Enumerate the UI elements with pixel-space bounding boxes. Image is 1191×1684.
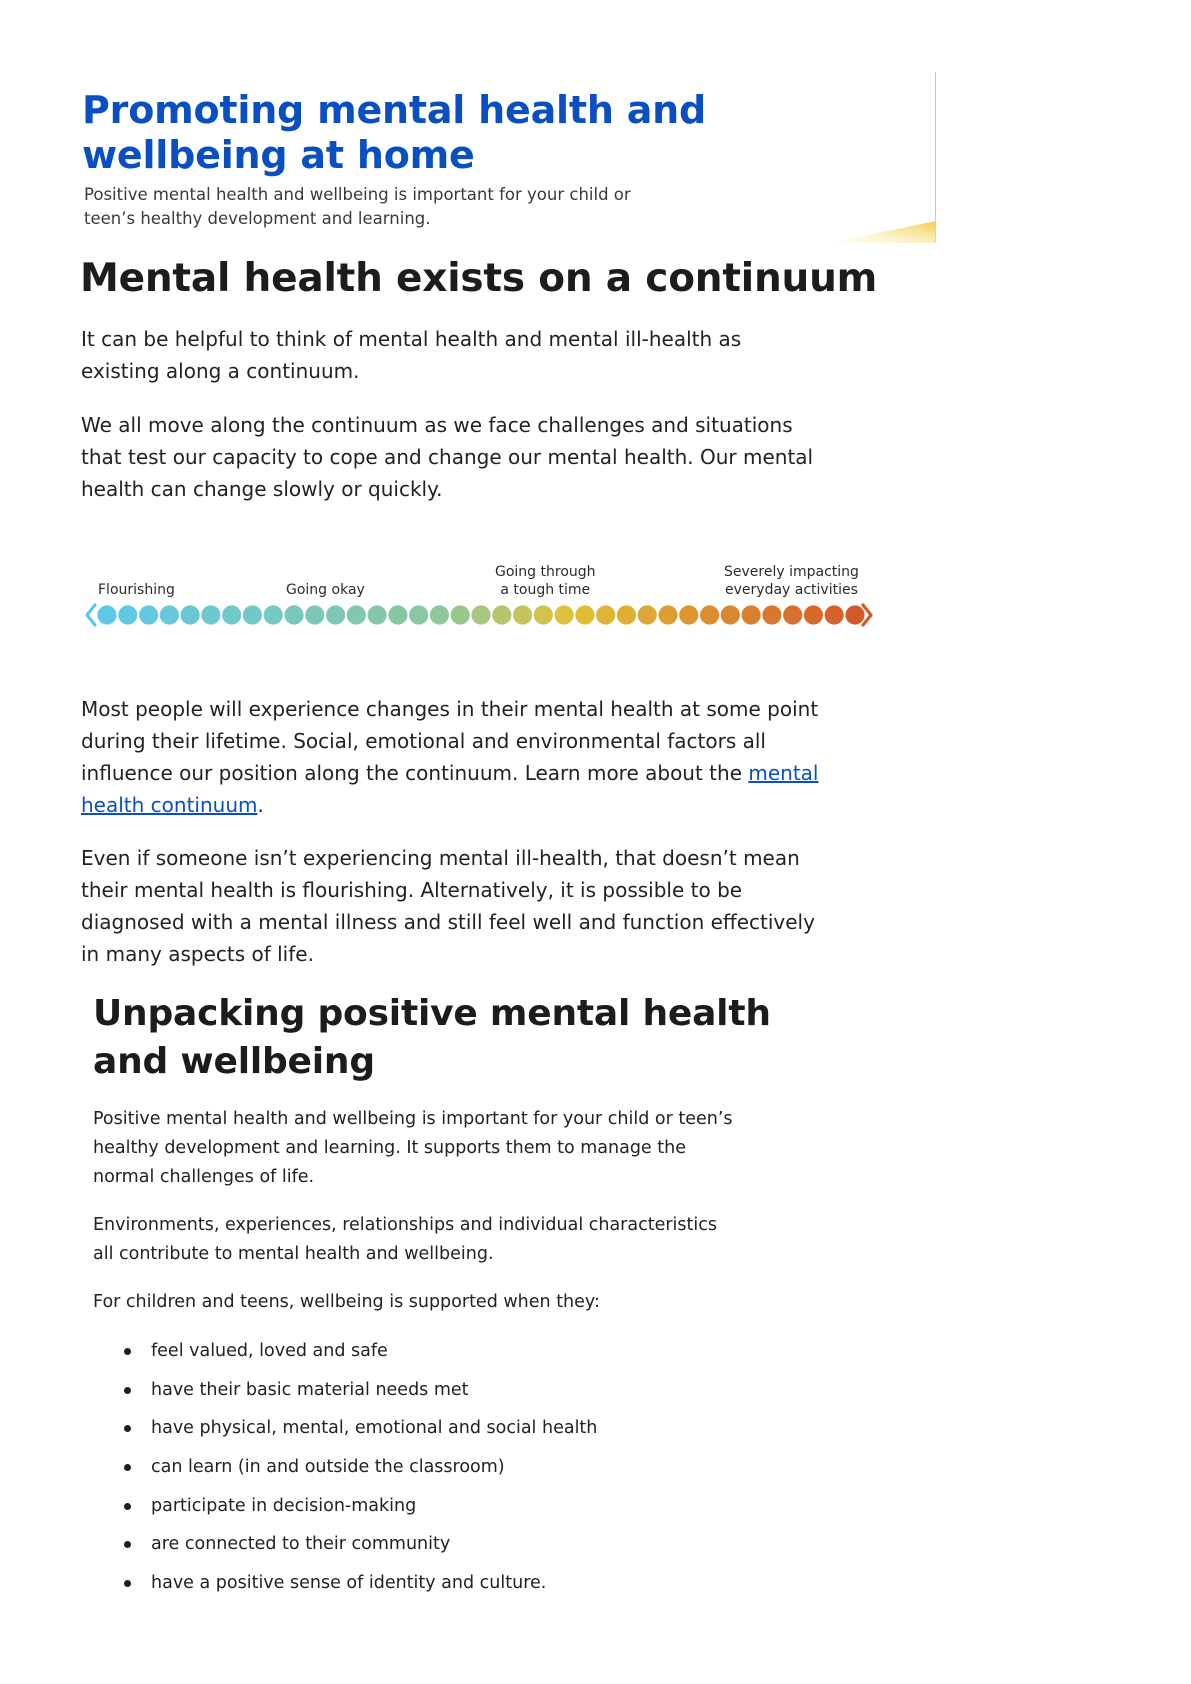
continuum-dot [555, 605, 574, 624]
text-line: all contribute to mental health and wellbeing. [93, 1244, 494, 1264]
banner-subtitle-line-2: teen’s healthy development and learning. [84, 208, 431, 228]
text-line: existing along a continuum. [81, 359, 360, 383]
continuum-dot [492, 605, 511, 624]
bullet-icon [124, 1425, 131, 1432]
label-line: everyday activities [725, 582, 858, 598]
continuum-dot [264, 605, 283, 624]
text-line: healthy development and learning. It supports them to manage the [93, 1138, 686, 1158]
continuum-dot [409, 605, 428, 624]
continuum-dot [305, 605, 324, 624]
link-text[interactable]: mental [748, 761, 819, 785]
wellbeing-support-list [120, 1339, 597, 1610]
text-line: It can be helpful to think of mental health and mental ill-health as [81, 327, 742, 351]
continuum-dot [181, 605, 200, 624]
continuum-dot [513, 605, 532, 624]
continuum-dot [347, 605, 366, 624]
continuum-dot [451, 605, 470, 624]
bullet-icon [124, 1348, 131, 1355]
bullet-icon [124, 1464, 131, 1471]
list-item [120, 1455, 597, 1494]
continuum-dot [638, 605, 657, 624]
continuum-dot [617, 605, 636, 624]
list-item-text: can learn (in and outside the classroom) [151, 1457, 505, 1478]
list-item-text: feel valued, loved and safe [151, 1341, 388, 1361]
continuum-dot [721, 605, 740, 624]
list-item-text: have a positive sense of identity and culture. [151, 1573, 547, 1594]
continuum-dot [430, 605, 449, 624]
continuum-dot [201, 605, 220, 624]
continuum-dot [700, 605, 719, 624]
banner-subtitle [84, 183, 724, 230]
paragraph-positive-importance [93, 1105, 833, 1192]
continuum-dot [471, 605, 490, 624]
list-item [120, 1532, 597, 1571]
list-item-text: have their basic material needs met [151, 1379, 469, 1400]
list-item [120, 1494, 597, 1533]
text-line: Most people will experience changes in their mental health at some point [81, 697, 819, 721]
continuum-dots [84, 600, 878, 630]
chevron-left-icon [87, 605, 95, 625]
continuum-dot [804, 605, 823, 624]
text-line: Even if someone isn’t experiencing mental ill-health, that doesn’t mean [81, 846, 800, 870]
continuum-dot [160, 605, 179, 624]
list-item-text: are connected to their community [151, 1534, 451, 1555]
text-line: health can change slowly or quickly. [81, 477, 443, 501]
continuum-dot [783, 605, 802, 624]
section-heading-unpacking [93, 990, 793, 1086]
mental-health-continuum-graphic [84, 560, 878, 630]
text-line: their mental health is flourishing. Alternatively, it is possible to be [81, 878, 743, 902]
heading-line: Unpacking positive mental health [93, 993, 771, 1034]
continuum-label-going-okay: Going okay [286, 582, 365, 598]
continuum-dot [388, 605, 407, 624]
label-line: a tough time [500, 582, 591, 598]
continuum-dot [825, 605, 844, 624]
text-line: that test our capacity to cope and change our mental health. Our mental [81, 445, 814, 469]
text-line: We all move along the continuum as we face challenges and situations [81, 413, 793, 437]
continuum-dot [368, 605, 387, 624]
banner-title-line-2: wellbeing at home [82, 133, 475, 177]
continuum-dot [596, 605, 615, 624]
continuum-dot [658, 605, 677, 624]
paragraph-ill-health-flourishing [81, 842, 901, 970]
paragraph-continuum-intro [81, 323, 901, 387]
text-line: Environments, experiences, relationships and individual characteristics [93, 1215, 717, 1235]
list-item [120, 1339, 597, 1378]
banner-title [82, 88, 742, 178]
continuum-dot [575, 605, 594, 624]
paragraph-continuum-changes [81, 693, 901, 821]
text-line: influence our position along the continuum. Learn more about the [81, 761, 749, 785]
link-text[interactable]: health continuum [81, 793, 258, 817]
continuum-dot [762, 605, 781, 624]
continuum-dot [534, 605, 553, 624]
paragraph-continuum-movement [81, 409, 901, 505]
bullet-icon [124, 1580, 131, 1587]
continuum-dot [139, 605, 158, 624]
continuum-dot [97, 605, 116, 624]
continuum-dot [742, 605, 761, 624]
list-item [120, 1571, 597, 1610]
text-line: during their lifetime. Social, emotional and environmental factors all [81, 729, 766, 753]
bullet-icon [124, 1541, 131, 1548]
banner-subtitle-line-1: Positive mental health and wellbeing is important for your child or [84, 185, 631, 204]
text-line: Positive mental health and wellbeing is important for your child or teen’s [93, 1109, 733, 1129]
text-line: normal challenges of life. [93, 1167, 315, 1187]
continuum-label-flourishing: Flourishing [98, 582, 175, 598]
continuum-dot [222, 605, 241, 624]
continuum-dot [326, 605, 345, 624]
section-heading-continuum: Mental health exists on a continuum [80, 256, 878, 301]
continuum-label-tough-time [495, 563, 596, 599]
bullet-icon [124, 1503, 131, 1510]
label-line: Going through [495, 564, 596, 580]
list-item-text: participate in decision-making [151, 1495, 417, 1516]
continuum-dot [243, 605, 262, 624]
list-item-text: have physical, mental, emotional and social health [151, 1418, 598, 1439]
bullet-icon [124, 1387, 131, 1394]
banner-decoration [830, 215, 936, 243]
continuum-dot [284, 605, 303, 624]
list-item [120, 1378, 597, 1417]
list-item [120, 1416, 597, 1455]
continuum-dot [118, 605, 137, 624]
continuum-label-severe [724, 563, 859, 599]
label-line: Severely impacting [724, 564, 859, 580]
text-line: . [257, 793, 264, 817]
continuum-dot [679, 605, 698, 624]
banner-title-line-1: Promoting mental health and [82, 88, 706, 132]
continuum-dot [845, 605, 864, 624]
paragraph-contributors [93, 1211, 833, 1269]
text-line: in many aspects of life. [81, 942, 314, 966]
paragraph-wellbeing-supported: For children and teens, wellbeing is supported when they: [93, 1292, 600, 1312]
heading-line: and wellbeing [93, 1041, 375, 1082]
text-line: diagnosed with a mental illness and still feel well and function effectively [81, 910, 815, 934]
